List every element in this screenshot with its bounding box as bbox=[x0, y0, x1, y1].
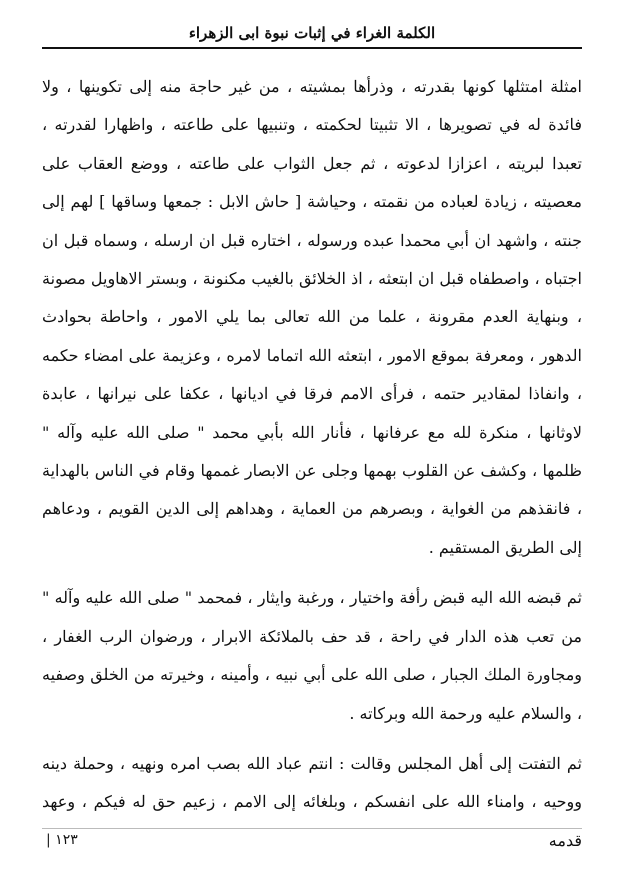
paragraph-1: امثلة امتثلها كونها بقدرته ، وذرأها بمشيته ، من غير حاجة منه إلى تكوينها ، ولا فائدة له في تصويرها ، الا تثبيتا لحكمته ، وتنبيها على طاعته ، واظهارا لقدرته ، تعبدا لبريته ، اعزازا لدعوته ، ثم جعل الثواب على طاعته ، ووضع العقاب على معصيته ، زيادة لعباده من نقمته ، وحياشة [ حاش الابل : جمعها وساقها ] لهم إلى جنته ، واشهد ان أبي محمدا عبده ورسوله ، اختاره قبل ان ارسله ، وسماه قبل ان اجتباه ، واصطفاه قبل ان ابتعثه ، اذ الخلائق بالغيب مكنونة ، وبستر الاهاويل مصونة ، وبنهاية العدم مقرونة ، علما من الله تعالى بما يلي الامور ، واحاطة بحوادث الدهور ، ومعرفة بموقع الامور ، ابتعثه الله اتماما لامره ، وعزيمة على امضاء حكمه ، وانفاذا لمقادير حتمه ، فرأى الامم فرقا في اديانها ، عكفا على نيرانها ، عابدة لاوثانها ، منكرة لله مع عرفانها ، فأنار الله بأبي محمد " صلى الله عليه وآله " ظلمها ، وكشف عن القلوب بهمها وجلى عن الابصار غممها وقام في الناس بالهداية ، فانقذهم من الغواية ، وبصرهم من العماية ، وهداهم إلى الدين القويم ، ودعاهم إلى الطريق المستقيم . bbox=[42, 77, 583, 557]
running-header-title: الكلمة الغراء في إثبات نبوة ابى الزهراء bbox=[188, 24, 436, 42]
header-rule bbox=[42, 47, 582, 49]
paragraph-2: ثم قبضه الله اليه قبض رأفة واختيار ، ورغبة وايثار ، فمحمد " صلى الله عليه وآله " من تعب هذه الدار في راحة ، قد حف بالملائكة الابرار ، ورضوان الرب الغفار ، ومجاورة الملك الجبار ، صلى الله على أبي نبيه ، وأمينه ، وخيرته من الخلق وصفيه ، والسلام عليه ورحمة الله وبركاته . bbox=[42, 588, 582, 723]
footer-rule bbox=[42, 828, 582, 829]
body-text bbox=[42, 68, 582, 860]
page-number: ١٢٣ | bbox=[46, 832, 78, 848]
paragraph-3: ثم التفتت إلى أهل المجلس وقالت : انتم عباد الله بصب امره ونهيه ، وحملة دينه ووحيه ، وامناء الله على انفسكم ، وبلغائه إلى الامم ، زعيم حق له فيكم ، وعهد قدمه bbox=[42, 753, 582, 850]
